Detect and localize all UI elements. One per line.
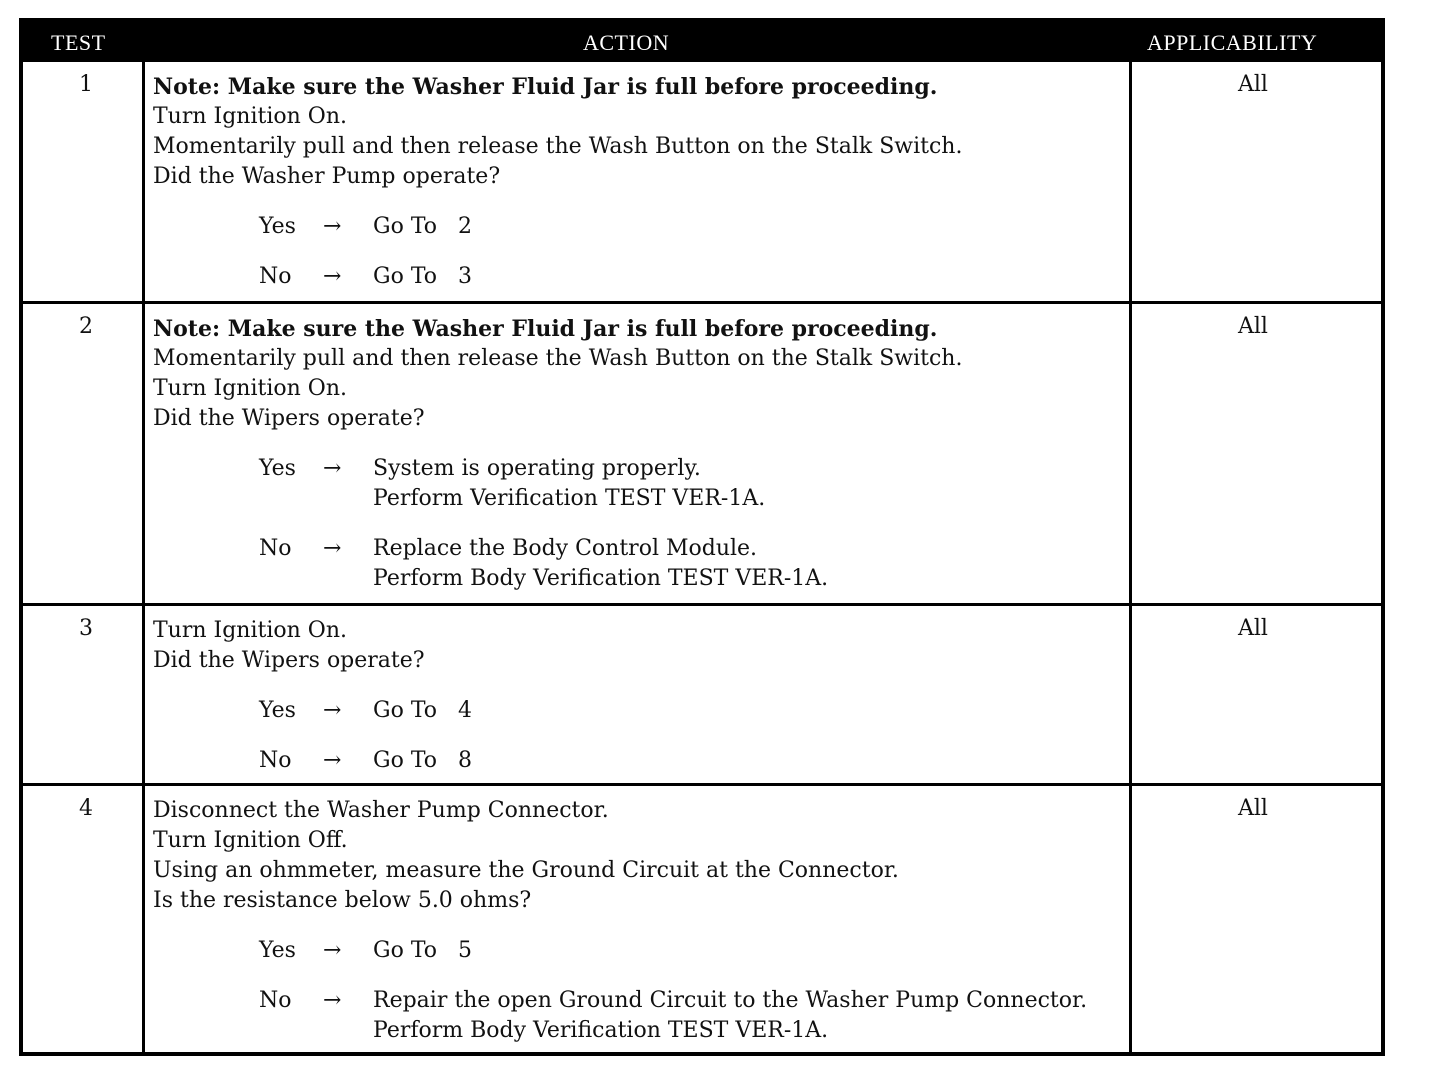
test-number: 4 bbox=[79, 796, 93, 821]
action-cell bbox=[153, 616, 1133, 776]
table-header bbox=[23, 22, 1381, 62]
action-line: Turn Ignition Off. bbox=[153, 828, 348, 853]
answer-no bbox=[153, 986, 1133, 1046]
row-divider bbox=[23, 603, 1381, 606]
applicability-value: All bbox=[1238, 72, 1268, 97]
answer-text: System is operating properly. bbox=[373, 456, 701, 481]
answer-text: Perform Body Verification TEST VER-1A. bbox=[373, 566, 829, 591]
action-line: Momentarily pull and then release the Wash Button on the Stalk Switch. bbox=[153, 134, 963, 159]
header-applicability: APPLICABILITY bbox=[1147, 30, 1318, 55]
column-divider bbox=[142, 62, 145, 1056]
answer-yes bbox=[153, 454, 1133, 514]
action-line: Turn Ignition On. bbox=[153, 618, 347, 643]
answer-key: No bbox=[259, 988, 292, 1013]
action-line: Did the Washer Pump operate? bbox=[153, 164, 501, 189]
action-cell bbox=[153, 72, 1133, 292]
action-line: Turn Ignition On. bbox=[153, 104, 347, 129]
test-number: 2 bbox=[79, 314, 93, 339]
answer-text: Replace the Body Control Module. bbox=[373, 536, 758, 561]
answer-key: No bbox=[259, 748, 292, 773]
action-line: Using an ohmmeter, measure the Ground Circuit at the Connector. bbox=[153, 858, 899, 883]
row-divider bbox=[23, 783, 1381, 786]
header-action: ACTION bbox=[583, 30, 670, 55]
note-text: Note: Make sure the Washer Fluid Jar is full before proceeding. bbox=[153, 316, 938, 342]
answer-key: Yes bbox=[259, 938, 296, 963]
action-line: Disconnect the Washer Pump Connector. bbox=[153, 798, 609, 823]
arrow-icon: → bbox=[323, 988, 342, 1013]
answer-text: Repair the open Ground Circuit to the Washer Pump Connector. bbox=[373, 988, 1088, 1013]
note-text: Note: Make sure the Washer Fluid Jar is full before proceeding. bbox=[153, 74, 938, 100]
arrow-icon: → bbox=[323, 698, 342, 723]
action-line: Turn Ignition On. bbox=[153, 376, 347, 401]
answer-yes bbox=[153, 696, 1133, 726]
answer-yes bbox=[153, 936, 1133, 966]
answer-text: Go To 4 bbox=[373, 698, 472, 723]
arrow-icon: → bbox=[323, 748, 342, 773]
applicability-value: All bbox=[1238, 796, 1268, 821]
answer-no bbox=[153, 746, 1133, 776]
action-cell bbox=[153, 796, 1133, 1046]
answer-text: Go To 2 bbox=[373, 214, 472, 239]
answer-no bbox=[153, 534, 1133, 594]
answer-no bbox=[153, 262, 1133, 292]
arrow-icon: → bbox=[323, 938, 342, 963]
header-test: TEST bbox=[51, 30, 106, 55]
applicability-value: All bbox=[1238, 616, 1268, 641]
action-line: Is the resistance below 5.0 ohms? bbox=[153, 888, 532, 913]
applicability-value: All bbox=[1238, 314, 1268, 339]
answer-text: Go To 5 bbox=[373, 938, 472, 963]
arrow-icon: → bbox=[323, 536, 342, 561]
answer-key: Yes bbox=[259, 456, 296, 481]
arrow-icon: → bbox=[323, 264, 342, 289]
test-number: 3 bbox=[79, 616, 93, 641]
action-cell bbox=[153, 314, 1133, 594]
answer-text: Perform Body Verification TEST VER-1A. bbox=[373, 1018, 829, 1043]
arrow-icon: → bbox=[323, 456, 342, 481]
action-line: Did the Wipers operate? bbox=[153, 648, 425, 673]
diagnostic-table bbox=[19, 18, 1385, 1056]
answer-key: Yes bbox=[259, 698, 296, 723]
answer-key: No bbox=[259, 264, 292, 289]
arrow-icon: → bbox=[323, 214, 342, 239]
test-number: 1 bbox=[79, 72, 93, 97]
action-line: Momentarily pull and then release the Wash Button on the Stalk Switch. bbox=[153, 346, 963, 371]
row-divider bbox=[23, 301, 1381, 304]
answer-key: Yes bbox=[259, 214, 296, 239]
answer-key: No bbox=[259, 536, 292, 561]
answer-text: Go To 8 bbox=[373, 748, 472, 773]
answer-text: Perform Verification TEST VER-1A. bbox=[373, 486, 766, 511]
answer-text: Go To 3 bbox=[373, 264, 472, 289]
action-line: Did the Wipers operate? bbox=[153, 406, 425, 431]
answer-yes bbox=[153, 212, 1133, 242]
